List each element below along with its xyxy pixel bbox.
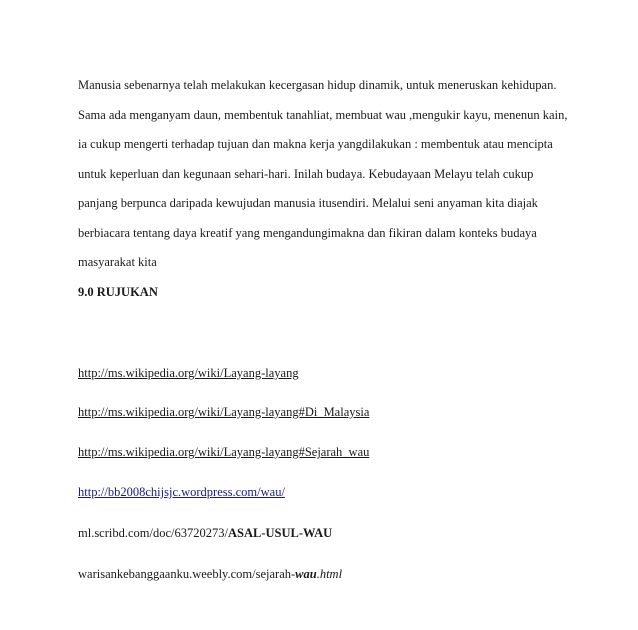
paragraph-line: untuk keperluan dan kegunaan sehari-hari. Inilah budaya. Kebudayaan Melayu telah cukup <box>78 167 534 181</box>
reference-item <box>78 525 332 541</box>
reference-text-bold: ASAL-USUL-WAU <box>227 526 333 540</box>
section-heading: 9.0 RUJUKAN <box>78 285 158 299</box>
paragraph-line: Manusia sebenarnya telah melakukan kecergasan hidup dinamik, untuk meneruskan kehidupan. <box>78 78 557 92</box>
reference-link[interactable]: http://ms.wikipedia.org/wiki/Layang-layang <box>78 366 299 380</box>
paragraph-line: masyarakat kita <box>78 255 157 269</box>
paragraph-line: ia cukup mengerti terhadap tujuan dan makna kerja yangdilakukan : membentuk atau mencipta <box>78 137 553 151</box>
reference-text-italic: .html <box>316 567 343 581</box>
reference-text-bolditalic: wau <box>295 567 317 581</box>
reference-item <box>78 484 285 500</box>
reference-text: ml.scribd.com/doc/63720273/ <box>78 526 228 540</box>
reference-link[interactable]: http://bb2008chijsjc.wordpress.com/wau/ <box>78 485 285 499</box>
reference-item <box>78 444 369 460</box>
reference-item <box>78 365 299 381</box>
reference-text: warisankebanggaanku.weebly.com/sejarah- <box>78 567 296 581</box>
reference-item <box>78 404 369 420</box>
paragraph-line: panjang berpunca daripada kewujudan manusia itusendiri. Melalui seni anyaman kita diajak <box>78 196 538 210</box>
reference-link[interactable]: http://ms.wikipedia.org/wiki/Layang-layang#Sejarah_wau <box>78 445 370 459</box>
reference-link[interactable]: http://ms.wikipedia.org/wiki/Layang-layang#Di_Malaysia <box>78 405 370 419</box>
paragraph-line: Sama ada menganyam daun, membentuk tanahliat, membuat wau ,mengukir kayu, menenun kain, <box>78 108 568 122</box>
reference-item <box>78 566 342 582</box>
paragraph-line: berbiacara tentang daya kreatif yang mengandungimakna dan fikiran dalam konteks budaya <box>78 226 537 240</box>
